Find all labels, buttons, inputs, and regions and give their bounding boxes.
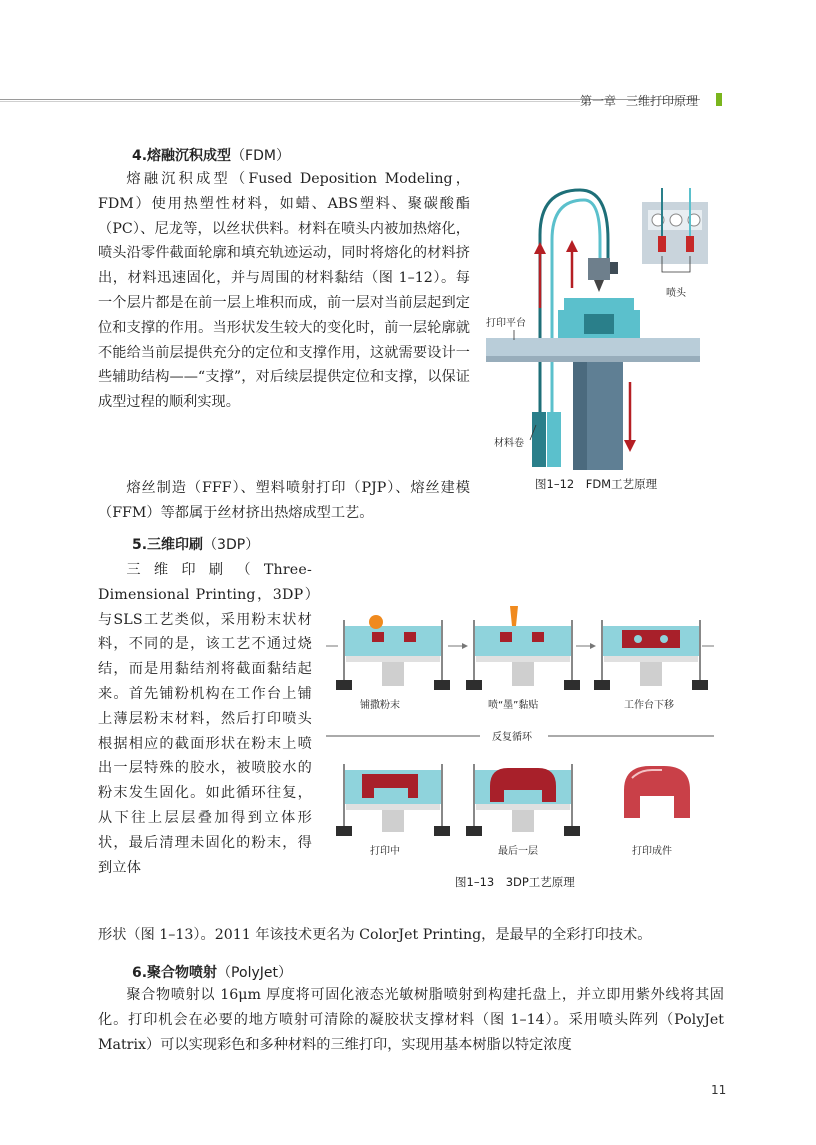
step-printing xyxy=(336,764,450,836)
section-heading-polyjet xyxy=(132,962,292,982)
printed-part-core xyxy=(584,314,614,334)
header-rule-secondary xyxy=(0,101,580,102)
header-accent-bar xyxy=(716,93,722,106)
finished-part-icon xyxy=(624,766,690,818)
heading-paren: （PolyJet） xyxy=(217,965,292,981)
label-platform: 打印平台 xyxy=(486,318,526,329)
nozzle-right-icon xyxy=(686,236,694,252)
chapter-title: 三维打印原理 xyxy=(626,94,699,108)
paragraph-fdm-variants: 熔丝制造（FFF）、塑料喷射打印（PJP）、熔丝建模（FFM）等都属于丝材挤出热熔成型工艺。 xyxy=(98,480,470,521)
paragraph-3dp-body: 三维印刷（Three-Dimensional Printing，3DP）与SLS工艺类似，采用粉末状材料，不同的是，该工艺不通过烧结，而是用黏结剂将截面黏结起来。首先铺粉机构在工作台上铺上薄层粉末材料，然后打印喷头根据相应的截面形状在粉末上喷出一层特殊的胶水，被喷胶水的粉末发生固化。如此循环往复，从下往上层层叠加得到立体形状，最后清理未固化的粉末，得到立体 xyxy=(98,562,312,876)
section-heading-fdm xyxy=(132,145,290,165)
step-lower-table xyxy=(594,620,708,690)
label-last-layer: 最后一层 xyxy=(498,846,538,857)
step-spread-powder xyxy=(336,615,450,690)
label-nozzle: 喷头 xyxy=(666,288,686,299)
heading-text: 6.聚合物喷射 xyxy=(132,965,218,981)
step-jet-binder xyxy=(466,606,580,690)
label-step-2: 喷“墨”黏贴 xyxy=(488,700,539,711)
figure-caption-1-13: 图1–13 3DP工艺原理 xyxy=(455,875,575,889)
section-heading-3dp xyxy=(132,534,259,554)
paragraph-3dp-end: 形状（图 1–13）。2011 年该技术更名为 ColorJet Printing，是最早的全彩打印技术。 xyxy=(98,927,652,943)
powder-roller-icon xyxy=(369,615,383,629)
label-printing: 打印中 xyxy=(370,846,400,857)
page-number: 11 xyxy=(711,1083,727,1097)
spool-light xyxy=(547,412,561,467)
label-step-3: 工作台下移 xyxy=(624,700,674,711)
heading-text: 4.熔融沉积成型 xyxy=(132,148,232,164)
nozzle-gear-mid-icon xyxy=(670,214,682,226)
step-last-layer xyxy=(466,764,580,836)
arrow-down-head-icon xyxy=(624,440,636,452)
label-finished: 打印成件 xyxy=(632,846,672,857)
arrow-up-right-head-icon xyxy=(566,240,578,252)
heading-paren: （3DP） xyxy=(203,537,260,553)
print-head-icon xyxy=(510,606,518,626)
label-spool: 材料卷 xyxy=(494,438,524,449)
build-platform xyxy=(486,338,700,356)
extruder-block xyxy=(588,258,610,280)
figure-3dp-diagram xyxy=(322,602,718,902)
platform-column-shadow xyxy=(573,362,587,470)
heading-paren: （FDM） xyxy=(231,148,290,164)
paragraph-fdm-body: 熔融沉积成型（Fused Deposition Modeling，FDM）使用热塑性材料，如蜡、ABS塑料、聚碳酸酯（PC）、尼龙等，以丝状供料。材料在喷头内被加热熔化，喷头沿零件截面轮廓和填充轨迹运动，同时将熔化的材料挤出，材料迅速固化，并与周围的材料黏结（图 1–12）。每一个层片都是在前一层上堆积而成，前一层对当前层起到定位和支撑的作用。当形状发生较大的变化时，前一层轮廓就不能给当前层提供充分的定位和支撑作用，这就需要设计一些辅助结构——“支撑”，对后续层提供定位和支撑，以保证成型过程的顺利实现。 xyxy=(98,171,470,411)
figure-caption-1-12: 图1–12 FDM工艺原理 xyxy=(535,477,658,491)
spool-dark xyxy=(532,412,546,467)
extruder-motor xyxy=(610,262,618,274)
build-platform-edge xyxy=(486,356,700,362)
arrow-up-left-head-icon xyxy=(534,242,546,254)
nozzle-left-icon xyxy=(658,236,666,252)
heading-text: 5.三维印刷 xyxy=(132,537,204,553)
paragraph-polyjet-body: 聚合物喷射以 16μm 厚度将可固化液态光敏树脂喷射到构建托盘上，并立即用紫外线将其固化。打印机会在必要的地方喷射可清除的凝胶状支撑材料（图 1–14）。采用喷头阵列（PolyJet Matrix）可以实现彩色和多种材料的三维打印，实现用基本树脂以特定浓度 xyxy=(98,987,724,1053)
chapter-number: 第一章 xyxy=(580,94,617,108)
running-header xyxy=(580,92,698,109)
label-step-1: 铺撒粉末 xyxy=(360,700,400,711)
printed-part-top xyxy=(564,298,634,310)
label-loop: 反复循环 xyxy=(492,732,532,743)
figure-fdm-diagram xyxy=(480,180,720,470)
nozzle-tip-icon xyxy=(594,280,604,292)
